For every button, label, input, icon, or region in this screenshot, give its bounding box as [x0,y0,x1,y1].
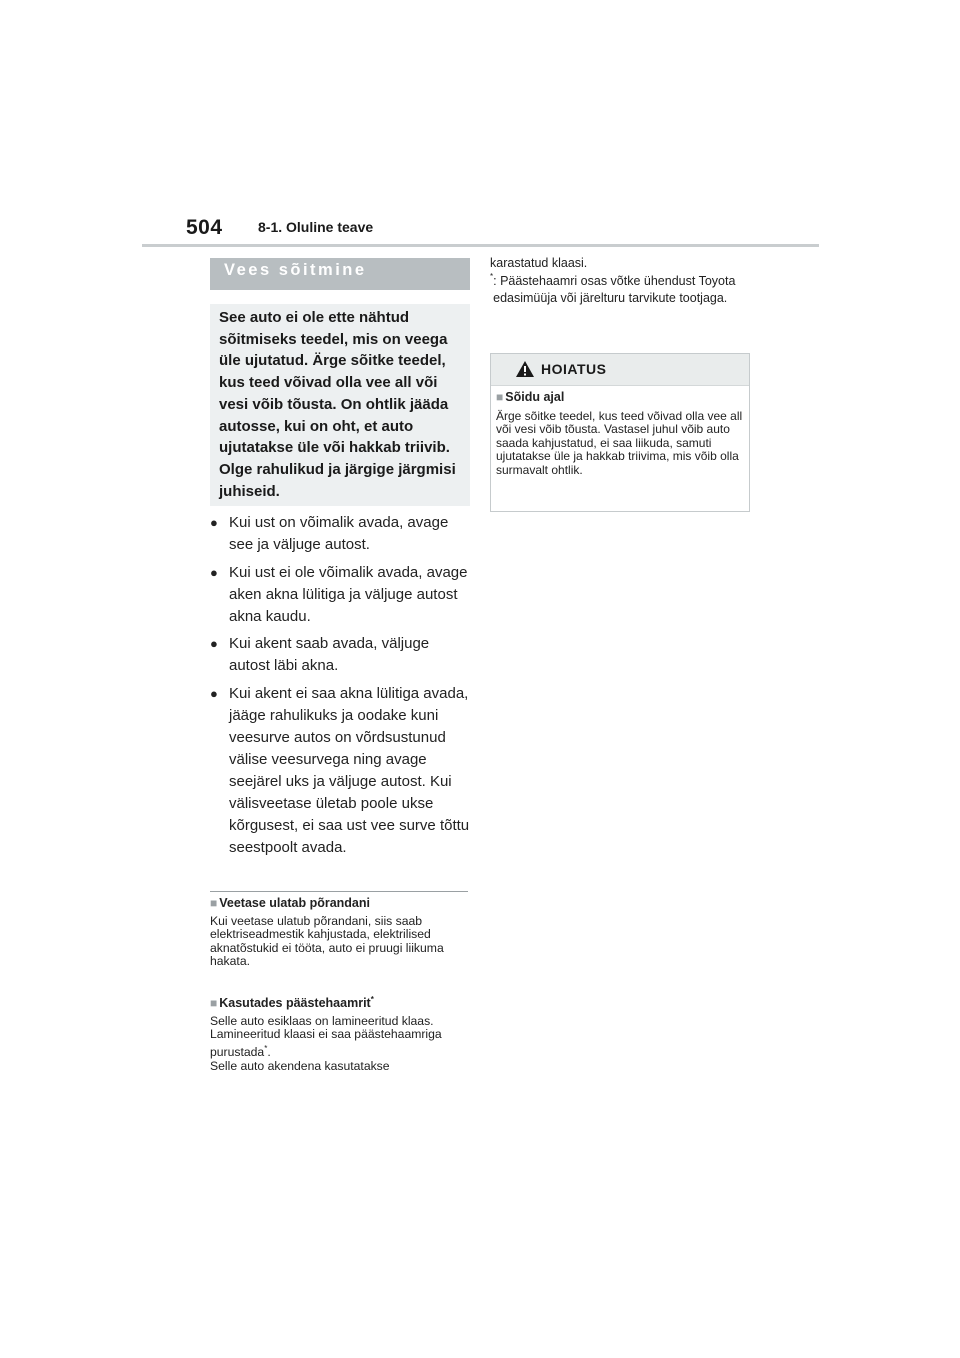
subsection-text: Kui veetase ulatub põrandani, siis saab elektriseadmestik kahjustada, elektrilised aknatõstukid ei tööta, auto ei pruugi liikuma hakata. [210,913,444,969]
subsection-title: Veetase ulatab põrandani [219,896,370,910]
warning-icon [515,360,535,378]
warning-body [491,386,749,477]
subsection-text-3: Selle auto akendena kasutatakse [210,1058,390,1073]
page-number: 504 [186,216,223,239]
subsection-rule [210,891,468,892]
subsection-hammer: ■ Kasutades päästehaamrit* Selle auto esiklaas on lamineeritud klaas. Lamineeritud klaasi ei saa päästehaamriga purustada*. Selle auto akendena kasutatakse [210,993,468,1073]
warning-text: Ärge sõitke teedel, kus teed võivad olla vee all või vesi võib tõusta. Vastasel juhul võib auto saada kahjustatud, ei saa liikuda, samuti ujutatakse üle ja hakkab triivima, mis võib olla surmavalt ohtlik. [496,408,743,477]
subsection-title: Kasutades päästehaamrit [219,996,371,1011]
instruction-list [210,512,470,859]
list-item: ● Kui ust ei ole võimalik avada, avage aken akna lülitiga ja väljuge autost akna kaudu. [210,562,470,628]
list-item: ● Kui akent saab avada, väljuge autost läbi akna. [210,633,470,677]
section-title: Vees sõitmine [210,258,470,290]
square-bullet-icon: ■ [210,996,218,1011]
square-bullet-icon: ■ [210,896,218,910]
continuation-text: karastatud klaasi. [490,256,588,270]
intro-box [210,304,470,506]
intro-text: See auto ei ole ette nähtud sõitmiseks teedel, mis on veega üle ujutatud. Ärge sõitke teedel, kus teed võivad olla vee all või vesi võib tõusta. On ohtlik jääda autosse, kui on oht, et auto ujutatakse üle või hakkab triivib. Olge rahulikud ja järgige järgmisi juhiseid. [219,309,456,500]
section-reference: 8-1. Oluline teave [258,219,374,235]
footnote-text: : Päästehaamri osas võtke ühendust Toyota edasimüüja või järelturu tarvikute tootjaga. [493,274,736,305]
subsection-water-level [210,897,468,969]
left-column [210,258,470,864]
footnote-marker: * [490,272,494,281]
subsection-text-2: Lamineeritud klaasi ei saa päästehaamriga purustada [210,1027,442,1059]
warning-label: HOIATUS [541,361,607,377]
right-column [490,255,752,307]
warning-header [491,354,749,386]
warning-subtitle: Sõidu ajal [505,390,565,404]
square-bullet-icon: ■ [496,390,504,404]
header-rule [142,244,819,247]
warning-box [490,353,750,512]
subsection-text-1: Selle auto esiklaas on lamineeritud klaas. [210,1013,434,1028]
footnote [490,273,752,307]
list-item: ● Kui ust on võimalik avada, avage see ja väljuge autost. [210,512,470,556]
list-item: ● Kui akent ei saa akna lülitiga avada, jääge rahulikuks ja oodake kuni veesurve autos on võrdsustunud välise veesurvega ning avage seejärel uks ja väljuge autost. Kui välisveetase ületab poole ukse kõrgusest, ei saa ust vee surve tõttu seestpoolt avada. [210,683,470,859]
